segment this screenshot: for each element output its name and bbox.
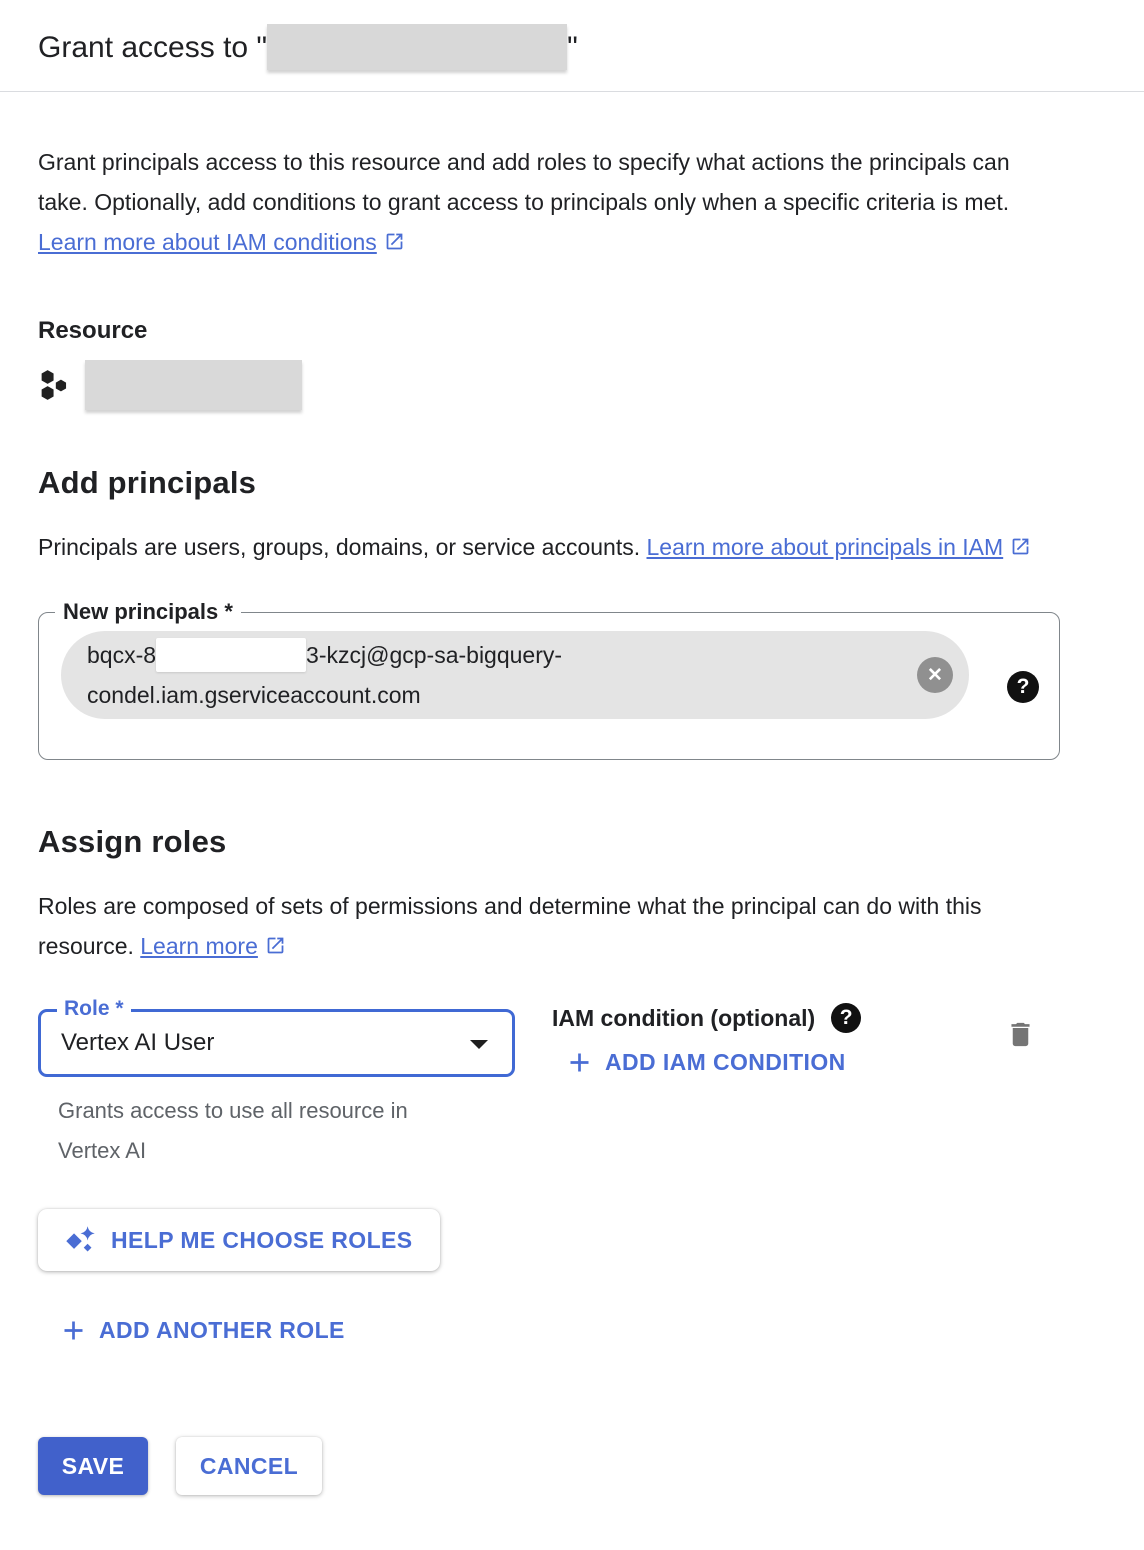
principals-description-text: Principals are users, groups, domains, or service accounts. [38,534,641,560]
gemini-sparkle-icon [65,1225,96,1256]
redacted-resource-value [85,360,302,410]
resource-row [38,360,1098,410]
principal-email-middle: 3-kzcj@gcp-sa-bigquery- [306,642,563,668]
iam-condition-label: IAM condition (optional) [552,1004,816,1031]
roles-description [38,886,1043,966]
dialog-header [0,0,1144,92]
principal-email-prefix: bqcx-8 [87,642,157,668]
external-link-icon [265,928,286,949]
plus-icon [60,1317,87,1344]
role-column [38,997,515,1171]
resource-hexagon-icon [38,369,70,401]
iam-conditions-link[interactable] [38,229,405,255]
iam-condition-column [552,1003,861,1081]
help-me-choose-roles-button[interactable] [38,1209,440,1271]
principals-description [38,527,1043,567]
assign-roles-heading: Assign roles [38,824,227,859]
delete-role-icon[interactable] [1005,1019,1036,1053]
help-me-choose-roles-label: HELP ME CHOOSE ROLES [111,1226,413,1253]
principals-iam-link[interactable] [647,534,1032,560]
dialog-footer [38,1437,1098,1495]
iam-conditions-link-label: Learn more about IAM conditions [38,229,377,255]
principals-help-icon[interactable]: ? [1007,671,1039,703]
role-select-value: Vertex AI User [61,1029,215,1056]
roles-description-text: Roles are composed of sets of permissions and determine what the principal can do with this resource. [38,893,982,959]
redacted-resource-name [267,24,567,70]
page-title-text: Grant access to " [38,31,268,64]
roles-learn-more-label: Learn more [140,933,258,959]
role-helper-text: Grants access to use all resource in Vertex AI [58,1098,408,1163]
cancel-button[interactable]: CANCEL [176,1437,322,1495]
page-title [38,24,1106,70]
role-select-label: Role * [57,997,131,1021]
external-link-icon [384,224,405,245]
roles-learn-more-link[interactable] [140,933,286,959]
new-principals-field[interactable] [38,599,1060,760]
intro-text: Grant principals access to this resource and add roles to specify what actions the principals can take. Optionally, add conditions to grant access to principals only when a specific criteria is met. [38,149,1010,215]
resource-label: Resource [38,317,148,344]
page-title-closing-quote: " [567,31,578,64]
intro-paragraph [38,142,1043,262]
role-select[interactable] [38,997,515,1077]
add-another-role-label: ADD ANOTHER ROLE [99,1317,345,1343]
add-iam-condition-label: ADD IAM CONDITION [605,1049,846,1075]
plus-icon [566,1049,593,1076]
principal-chip [61,631,969,719]
new-principals-label: New principals * [55,599,241,625]
redacted-email-segment [156,638,306,672]
iam-condition-help-icon[interactable]: ? [831,1003,861,1033]
add-principals-heading: Add principals [38,465,257,500]
iam-condition-label-row [552,1003,861,1033]
external-link-icon [1010,529,1031,550]
add-iam-condition-button[interactable] [552,1049,846,1076]
save-button[interactable]: SAVE [38,1437,148,1495]
role-assignment-row [38,997,1098,1171]
principals-iam-link-label: Learn more about principals in IAM [646,534,1004,560]
principal-email-domain: condel.iam.gserviceaccount.com [87,682,421,708]
remove-principal-icon[interactable]: ✕ [917,657,953,693]
chevron-down-icon [470,1040,488,1049]
add-another-role-button[interactable] [60,1317,345,1344]
